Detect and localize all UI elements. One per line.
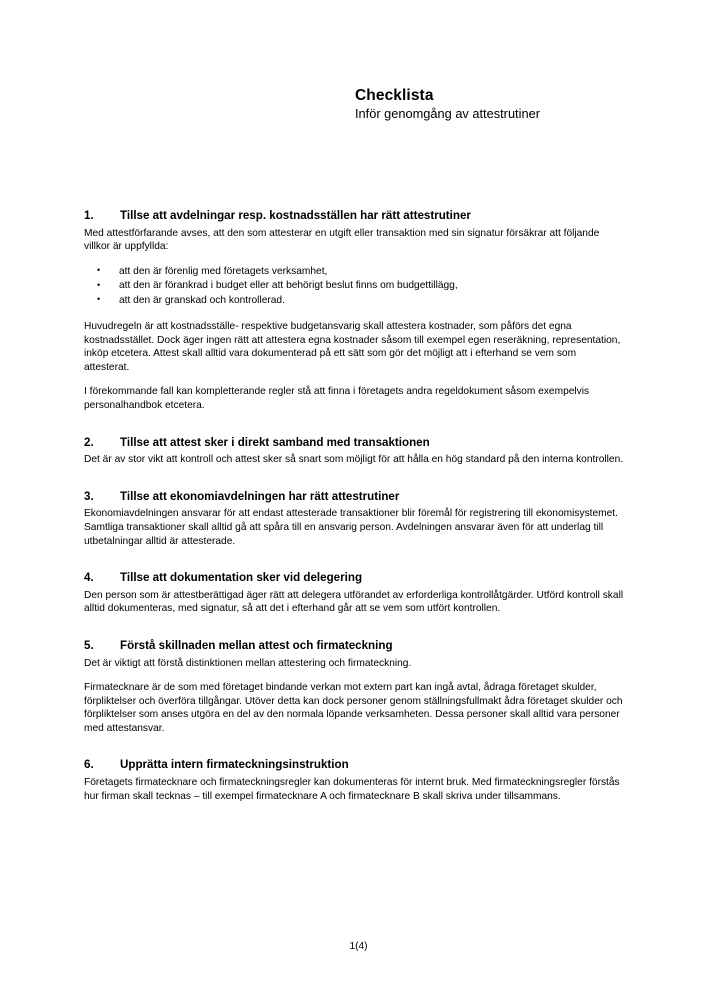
section-5-heading-text: Förstå skillnaden mellan attest och firmateckning xyxy=(120,638,393,652)
section-6-heading-text: Upprätta intern firmateckningsinstruktion xyxy=(120,758,349,772)
section-5 xyxy=(84,638,624,735)
section-1-paragraph-2: Huvudregeln är att kostnadsställe- respektive budgetansvarig skall attestera kostnader, som påförs det egna kostnadsstället. Dock äger ingen rätt att attestera egna kostnader såsom till exempel egen reseräkning, representation, inköp etcetera. Attest skall alltid vara dokumenterad på ett sätt som gör det möjligt att i efterhand se vem som attesterat. xyxy=(84,321,621,373)
section-1-heading xyxy=(84,208,624,224)
section-3-heading-text: Tillse att ekonomiavdelningen har rätt attestrutiner xyxy=(120,489,400,503)
section-3-number: 3. xyxy=(84,489,94,503)
section-2-paragraph-1: Det är av stor vikt att kontroll och attest sker så snart som möjligt för att hålla en hög standard på den interna kontrollen. xyxy=(84,454,624,466)
section-5-heading xyxy=(84,638,624,654)
section-4-paragraph-1: Den person som är attestberättigad äger rätt att delegera utförandet av erforderliga kontrollåtgärder. Utförd kontroll skall alltid dokumenteras, med signatur, så att det i efterhand går att se vem som utfört kontrollen. xyxy=(84,589,624,615)
section-2 xyxy=(84,435,624,467)
section-1-paragraph-3: I förekommande fall kan kompletterande regler stå att finna i företagets andra regeldokument såsom exempelvis personalhandbok etcetera. xyxy=(84,386,590,412)
section-4 xyxy=(84,570,624,616)
section-3-paragraph-1: Ekonomiavdelningen ansvarar för att endast attesterade transaktioner blir föremål för registrering till ekonomisystemet. Samtliga transaktioner skall alltid gå att spåra till en ansvarig person. Avdelningen ansvarar även för att underlag till utbetalningar alltid är attesterade. xyxy=(84,508,618,547)
title-block xyxy=(355,86,655,123)
section-6 xyxy=(84,757,624,803)
page-number: 1(4) xyxy=(349,941,368,952)
section-4-number: 4. xyxy=(84,571,94,585)
section-3-heading xyxy=(84,489,624,505)
section-2-number: 2. xyxy=(84,435,94,449)
page-footer xyxy=(0,941,707,953)
section-4-heading xyxy=(84,570,624,586)
section-1-number: 1. xyxy=(84,209,94,222)
section-6-number: 6. xyxy=(84,758,94,772)
section-5-paragraph-2: Firmatecknare är de som med företaget bindande verkan mot extern part kan ingå avtal, ådraga företaget skulder, förpliktelser och överföra tillgångar. Utöver detta kan dock personer genom ställningsfullmakt ådra företaget skulder och förpliktelser som anses utgöra en del av den normala löpande verksamheten. Dessa personer skall alltid vara personer med attestansvar. xyxy=(84,682,623,734)
document-body xyxy=(84,208,624,803)
section-3 xyxy=(84,489,624,548)
section-1-heading-text: Tillse att avdelningar resp. kostnadsställen har rätt attestrutiner xyxy=(120,209,471,222)
section-1-bullet-list xyxy=(84,265,624,308)
page-title: Checklista xyxy=(355,87,434,104)
page-subtitle: Inför genomgång av attestrutiner xyxy=(355,106,540,122)
section-6-paragraph-1: Företagets firmatecknare och firmateckningsregler kan dokumenteras för internt bruk. Med firmateckningsregler förstås hur firman skall tecknas – till exempel firmatecknare A och firmatecknare B skall skriva under tillsammans. xyxy=(84,776,620,802)
section-6-heading xyxy=(84,757,624,773)
list-item: • att den är förenlig med företagets verksamhet, xyxy=(84,265,624,279)
section-5-number: 5. xyxy=(84,638,94,652)
section-1-paragraph-1: Med attestförfarande avses, att den som attesterar en utgift eller transaktion med sin signatur försäkrar att följande villkor är uppfyllda: xyxy=(84,227,600,253)
section-2-heading-text: Tillse att attest sker i direkt samband med transaktionen xyxy=(120,435,430,449)
section-1 xyxy=(84,208,624,413)
list-item: • att den är förankrad i budget eller att behörigt beslut finns om budgettillägg, xyxy=(84,279,624,293)
section-4-heading-text: Tillse att dokumentation sker vid delegering xyxy=(120,571,363,585)
section-2-heading xyxy=(84,435,624,451)
list-item: • att den är granskad och kontrollerad. xyxy=(84,294,624,308)
section-5-paragraph-1: Det är viktigt att förstå distinktionen mellan attestering och firmateckning. xyxy=(84,657,412,669)
